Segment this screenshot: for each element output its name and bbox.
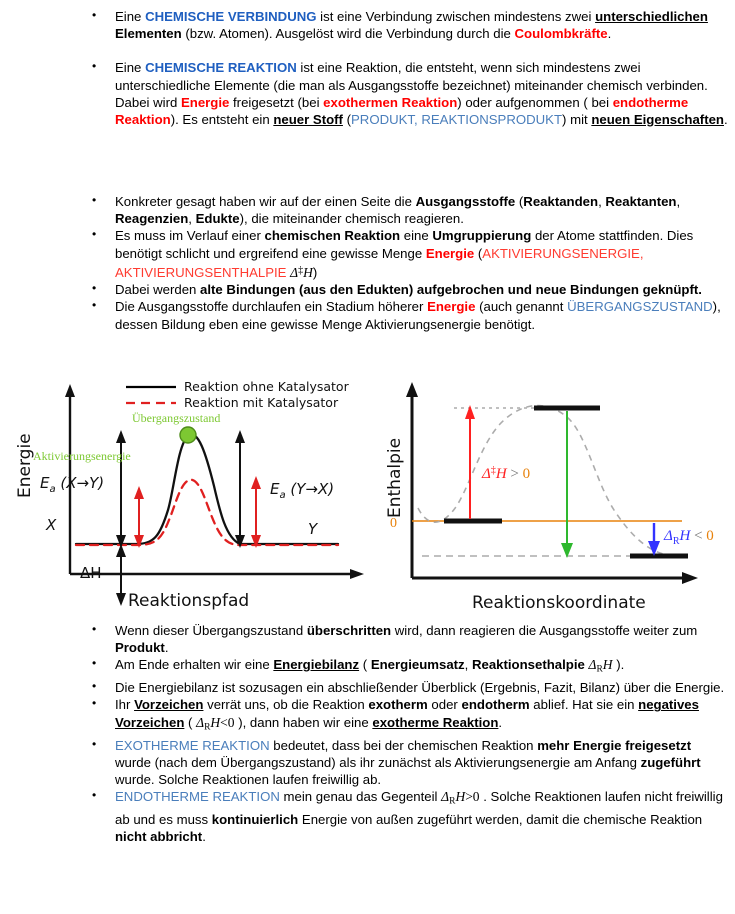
legend-label-ohne-katalysator: Reaktion ohne Katalysator: [184, 379, 349, 394]
bullet-list-top: [88, 8, 728, 128]
bullet-chemische-reaktion: • Eine CHEMISCHE REAKTION ist eine Reaktion, die entsteht, wenn sich mindestens zwei unterschiedliche Elemente (die man als Ausgangsstoffe bezeichnet) miteinander chemisch verbinden. Dabei wird Energie freigesetzt (bei exothermen Reaktion) oder aufgenommen ( bei endotherme Reaktion). Es entsteht ein neuer Stoff (PRODUKT, REAKTIONSPRODUKT) mit neuen Eigenschaften.: [88, 59, 728, 128]
zero-tick-label: 0: [390, 516, 397, 531]
bullet-ausgangsstoffe: • Konkreter gesagt haben wir auf der einen Seite die Ausgangsstoffe (Reaktanden, Reaktanten, Reagenzien, Edukte), die miteinander chemisch reagieren.: [88, 193, 728, 227]
ea-forward-label: $E_a$ (X→Y): [40, 474, 105, 495]
curve-enthalpie: [418, 406, 674, 556]
reactant-level-label: X: [46, 516, 57, 534]
section-top: [88, 8, 728, 128]
bullet-ueberblick: • Die Energiebilanz ist sozusagen ein abschließender Überblick (Ergebnis, Fazit, Bilanz) über die Energie.: [88, 679, 728, 696]
arrow-ea-forward-black: [116, 430, 126, 548]
bullet-exotherme-reaktion: • EXOTHERME REAKTION bedeutet, dass bei der chemischen Reaktion mehr Energie freigesetzt wurde (nach dem Übergangszustand) als ihr zunächst als Aktivierungsenergie am Anfang zugeführt wurde. Solche Reaktionen laufen freiwillig ab.: [88, 737, 728, 789]
uebergangszustand-label: Übergangszustand: [132, 411, 221, 425]
x-axis-label: Reaktionskoordinate: [472, 593, 646, 613]
arrow-activation-enthalpy: [465, 405, 475, 519]
enthalpy-profile-svg: [382, 378, 732, 618]
energy-profile-svg: [8, 378, 380, 618]
activation-enthalpy-label: Δ‡H > 0: [482, 465, 531, 482]
reaction-enthalpy-label: $\Delta_RH < 0$: [664, 528, 714, 547]
math-delta-R-H: $\Delta_RH$: [588, 657, 613, 676]
y-axis-label: Energie: [15, 433, 35, 498]
x-axis: [70, 569, 364, 579]
arrow-ea-reverse-black: [235, 430, 245, 548]
arrow-reaction-enthalpy: [648, 523, 660, 556]
math-delta-dagger-H: Δ‡H: [290, 264, 313, 280]
bullet-uebergangszustand: • Die Ausgangsstoffe durchlaufen ein Stadium höherer Energie (auch genannt ÜBERGANGSZUSTAND), dessen Bildung eben eine gewisse Menge Aktivierungsenergie benötigt.: [88, 298, 728, 332]
bullet-umgruppierung: • Es muss im Verlauf einer chemischen Reaktion eine Umgruppierung der Atome stattfinden. Dies benötigt schlicht und ergreifend eine gewisse Menge Energie (AKTIVIERUNGSENERGIE, AKTIVIERUNGSENTHALPIE Δ‡H): [88, 227, 728, 281]
legend-label-mit-katalysator: Reaktion mit Katalysator: [184, 395, 339, 410]
x-axis-label: Reaktionspfad: [128, 591, 250, 611]
bullet-bindungen: • Dabei werden alte Bindungen (aus den Edukten) aufgebrochen und neue Bindungen geknüpft.: [88, 281, 728, 298]
arrow-ea-forward-red: [134, 486, 144, 548]
figure-energy-profile: [8, 378, 380, 618]
ea-reverse-label: $E_a$ (Y→X): [270, 480, 335, 501]
section-middle: [88, 193, 728, 333]
bullet-energiebilanz: • Am Ende erhalten wir eine Energiebilanz ( Energieumsatz, Reaktionsethalpie $\Delta_RH$ ).: [88, 656, 728, 679]
math-delta-R-H-lt-0: $\Delta_RH<0$: [196, 714, 235, 733]
bullet-endotherme-reaktion: • ENDOTHERME REAKTION mein genau das Gegenteil $\Delta_RH>0$ . Solche Reaktionen laufen nicht freiwillig ab und es muss kontinuierlich Energie von außen zugeführt werden, damit die chemische Reaktion nicht abbricht.: [88, 788, 728, 845]
legend: [126, 379, 350, 410]
x-axis: [412, 572, 698, 584]
bullet-vorzeichen: • Ihr Vorzeichen verrät uns, ob die Reaktion exotherm oder endotherm ablief. Hat sie ein negatives Vorzeichen ( $\Delta_RH<0$ ), dann haben wir eine exotherme Reaktion.: [88, 696, 728, 736]
delta-h-label: ΔH: [80, 564, 102, 582]
math-delta-R-H-gt-0: $\Delta_RH>0$: [441, 789, 480, 807]
y-axis: [406, 382, 418, 578]
bullet-list-middle: [88, 193, 728, 333]
arrow-gesamtumsatz: [561, 411, 573, 558]
figures-row: [0, 378, 735, 618]
figure-enthalpy-profile: [382, 378, 732, 618]
section-bottom: [88, 622, 728, 845]
arrow-ea-reverse-red: [251, 476, 261, 548]
aktivierungsenergie-label: Aktivierungsenergie: [33, 449, 131, 463]
product-level-label: Y: [308, 520, 318, 538]
bullet-ueberschritten: • Wenn dieser Übergangszustand überschritten wird, dann reagieren die Ausgangsstoffe weiter zum Produkt.: [88, 622, 728, 656]
uebergangszustand-marker: [180, 427, 196, 443]
bullet-list-bottom: [88, 622, 728, 845]
y-axis-label: Enthalpie: [385, 437, 405, 518]
bullet-chemische-verbindung: • Eine CHEMISCHE VERBINDUNG ist eine Verbindung zwischen mindestens zwei unterschiedlichen Elementen (bzw. Atomen). Ausgelöst wird die Verbindung durch die Coulombkräfte.: [88, 8, 728, 42]
